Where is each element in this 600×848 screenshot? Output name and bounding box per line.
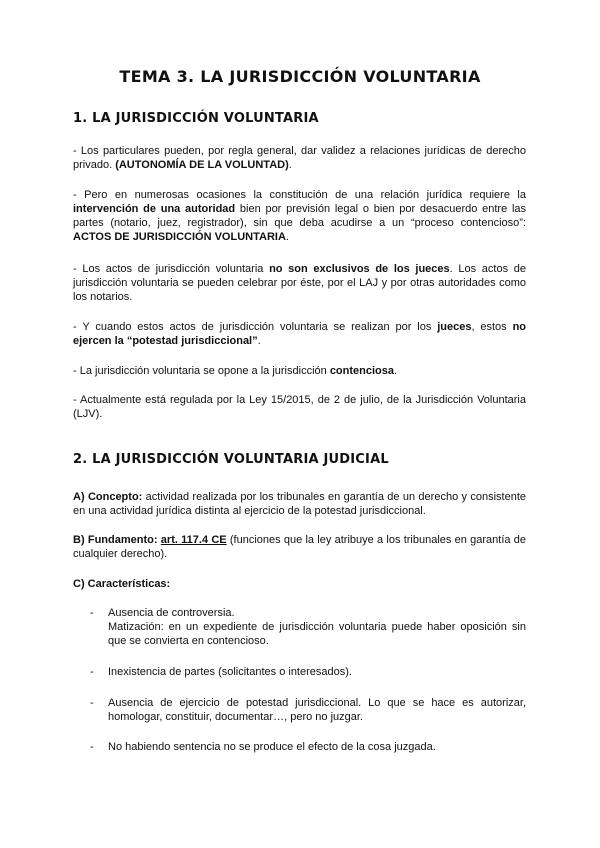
paragraph-no-exclusivos [73,262,526,304]
article-reference: art. 117.4 CE [160,534,227,546]
concepto-label: A) Concepto: [73,491,143,503]
bold-term: contenciosa [329,365,394,377]
paragraph-text: , estos [471,321,513,333]
paragraph-text: - Y cuando estos actos de jurisdicción voluntaria se realizan por los [73,321,438,333]
list-item-line: Ausencia de controversia. [108,607,235,619]
paragraph-text: bien por previsión legal o bien por desacuerdo entre las partes (notario, juez, registrador), sin que deba acudirse a un “proceso contencioso”: [73,203,527,229]
list-item-text: No habiendo sentencia no se produce el efecto de la cosa juzgada. [108,741,436,753]
paragraph-text: . [394,365,398,377]
paragraph-text: . [257,335,261,347]
paragraph-intervencion [73,188,526,244]
list-item-text [108,606,526,648]
list-bullet: - [90,741,94,753]
bold-term: no ejercen la “potestad jurisdiccional” [73,321,527,347]
paragraph-text: . [288,159,292,171]
paragraph-ley [73,393,526,421]
paragraph-text: - Los particulares pueden, por regla general, dar validez a relaciones jurídicas de derecho privado. [73,145,526,171]
list-item-text: Ausencia de ejercicio de potestad jurisdiccional. Lo que se hace es autorizar, homologar, constituir, documentar…, pero no juzgar. [108,697,526,723]
list-bullet: - [90,666,94,678]
paragraph-text: - Pero en numerosas ocasiones la constitución de una relación jurídica requiere la [73,189,526,201]
paragraph-text: . [285,231,289,243]
bold-term: ACTOS DE JURISDICCIÓN VOLUNTARIA [73,231,286,243]
bold-term: (AUTONOMÍA DE LA VOLUNTAD) [115,159,289,171]
paragraph-text: . Los actos de jurisdicción voluntaria se pueden celebrar por éste, por el LAJ y por otras autoridades como los notarios. [73,263,526,303]
paragraph-text: - Los actos de jurisdicción voluntaria [73,263,270,275]
section-1-heading: 1. LA JURISDICCIÓN VOLUNTARIA [73,111,319,126]
paragraph-contenciosa [73,364,526,378]
list-bullet: - [90,697,94,709]
caracteristicas-label-text: C) Características: [73,578,171,590]
paragraph-jueces [73,320,526,348]
paragraph-text: - Actualmente está regulada por la Ley 15/2015, de 2 de julio, de la Jurisdicción Voluntaria (LJV). [73,394,526,420]
paragraph-text: actividad realizada por los tribunales en garantía de un derecho y consistente en una actividad jurídica distinta al ejercicio de la potestad jurisdiccional. [73,491,526,517]
paragraph-autonomia [73,144,526,172]
bold-term: intervención de una autoridad [73,203,236,215]
bold-term: jueces [437,321,472,333]
caracteristicas-label [73,577,526,591]
paragraph-fundamento [73,533,526,561]
paragraph-concepto [73,490,526,518]
list-item-text: Inexistencia de partes (solicitantes o interesados). [108,666,352,678]
list-bullet: - [90,607,94,619]
bold-term: no son exclusivos de los jueces [269,263,450,275]
fundamento-label: B) Fundamento: [73,534,158,546]
paragraph-text: (funciones que la ley atribuye a los tribunales en garantía de cualquier derecho). [73,534,526,560]
section-2-heading: 2. LA JURISDICCIÓN VOLUNTARIA JUDICIAL [73,452,389,467]
page-title: TEMA 3. LA JURISDICCIÓN VOLUNTARIA [119,67,481,86]
list-item-note: Matización: en un expediente de jurisdicción voluntaria puede haber oposición sin que se convierta en contencioso. [108,621,526,647]
paragraph-text: - La jurisdicción voluntaria se opone a la jurisdicción [73,365,330,377]
